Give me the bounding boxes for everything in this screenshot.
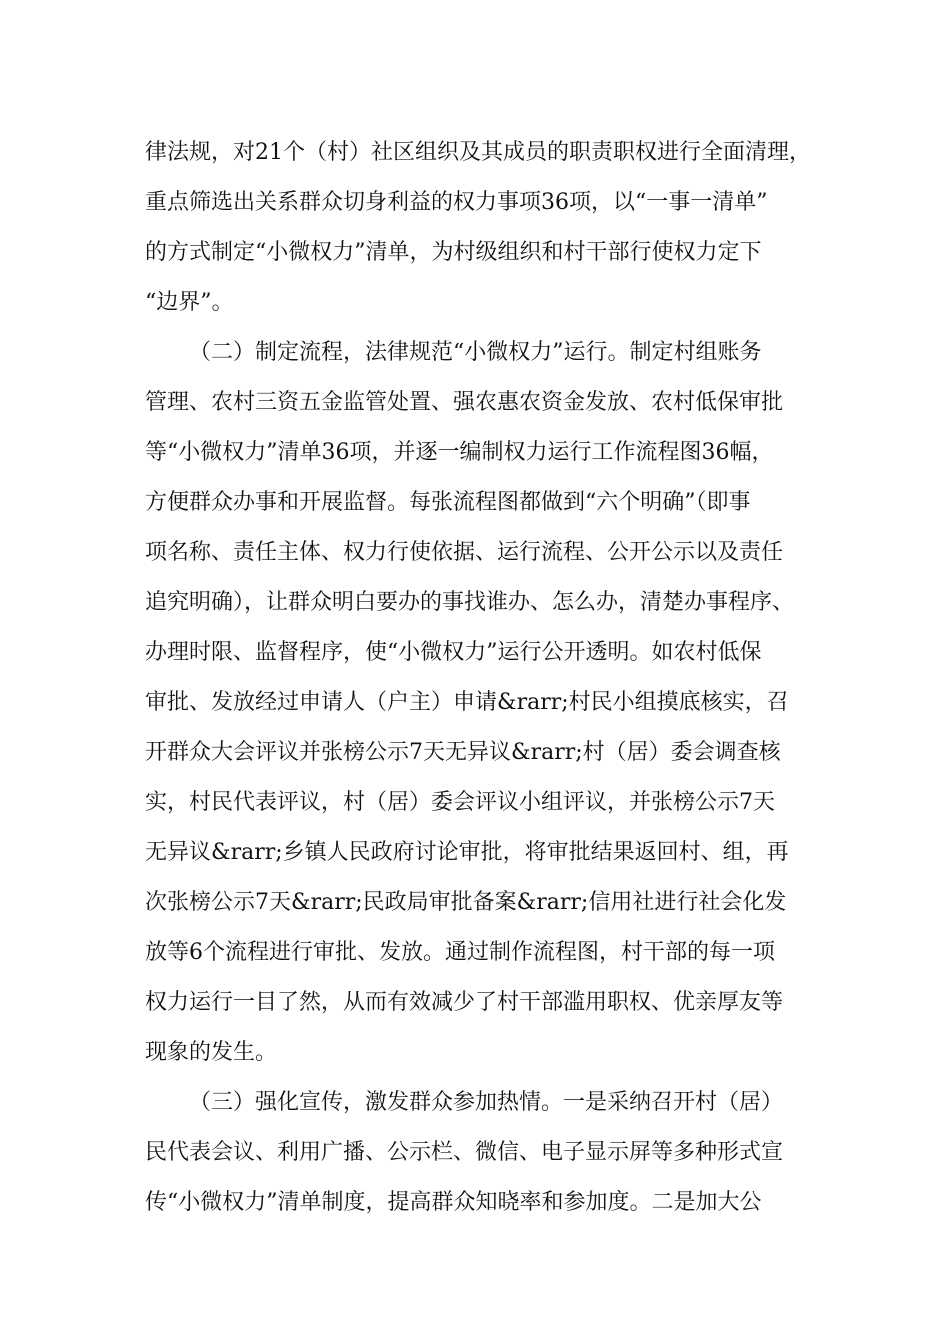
text-line: 次张榜公示7天&rarr;民政局审批备案&rarr;信用社进行社会化发: [145, 890, 787, 915]
text-line: 权力运行一目了然，从而有效减少了村干部滥用职权、优亲厚友等: [145, 990, 784, 1015]
text-line: 办理时限、监督程序，使“小微权力”运行公开透明。如农村低保: [145, 640, 762, 665]
text-line: 方便群众办事和开展监督。每张流程图都做到“六个明确”（即事: [145, 490, 751, 515]
text-line: 项名称、责任主体、权力行使依据、运行流程、公开公示以及责任: [145, 540, 784, 565]
text-line: 开群众大会评议并张榜公示7天无异议&rarr;村（居）委会调查核: [145, 740, 781, 765]
text-line: 放等6个流程进行审批、发放。通过制作流程图，村干部的每一项: [145, 940, 775, 965]
text-line: 重点筛选出关系群众切身利益的权力事项36项，以“一事一清单”: [145, 190, 768, 215]
text-line: 管理、农村三资五金监管处置、强农惠农资金发放、农村低保审批: [145, 390, 784, 415]
body-text: [145, 128, 810, 1228]
text-line: 追究明确），让群众明白要办的事找谁办、怎么办，清楚办事程序、: [145, 590, 795, 615]
text-line: “边界”。: [145, 290, 234, 315]
text-line: 现象的发生。: [145, 1040, 278, 1065]
text-line: 审批、发放经过申请人（户主）申请&rarr;村民小组摸底核实，召: [145, 690, 789, 715]
paragraph-start-line: （三）强化宣传，激发群众参加热情。一是采纳召开村（居）: [189, 1090, 784, 1115]
text-line: 民代表会议、利用广播、公示栏、微信、电子显示屏等多种形式宣: [145, 1140, 784, 1165]
text-line: 律法规，对21个（村）社区组织及其成员的职责职权进行全面清理，: [145, 140, 811, 165]
text-line: 的方式制定“小微权力”清单，为村级组织和村干部行使权力定下: [145, 240, 762, 265]
text-line: 实，村民代表评议，村（居）委会评议小组评议，并张榜公示7天: [145, 790, 775, 815]
text-line: 传“小微权力”清单制度，提高群众知晓率和参加度。二是加大公: [145, 1190, 762, 1215]
paragraph-start-line: （二）制定流程，法律规范“小微权力”运行。制定村组账务: [189, 340, 762, 365]
text-line: 等“小微权力”清单36项，并逐一编制权力运行工作流程图36幅，: [145, 440, 774, 465]
text-line: 无异议&rarr;乡镇人民政府讨论审批，将审批结果返回村、组，再: [145, 840, 789, 865]
